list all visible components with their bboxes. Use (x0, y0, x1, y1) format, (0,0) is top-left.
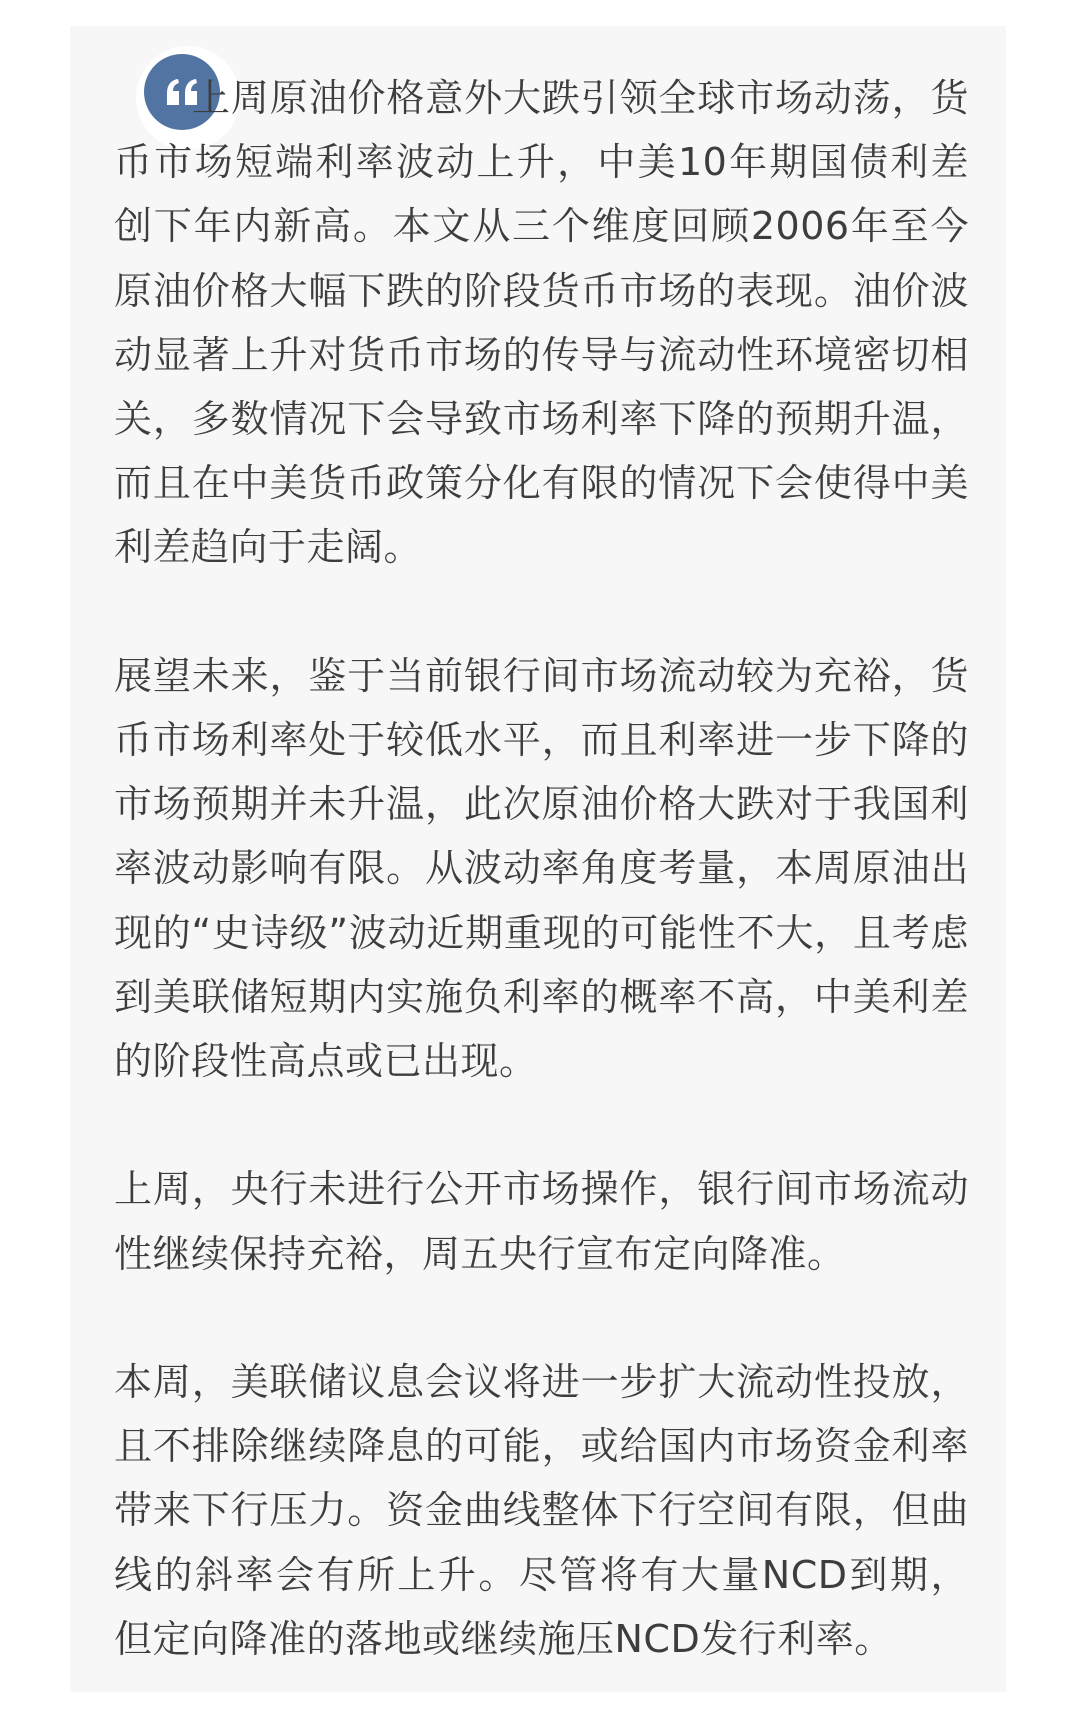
paragraph-last-week: 上周，央行未进行公开市场操作，银行间市场流动性继续保持充裕，周五央行宣布定向降准。 (114, 1167, 969, 1276)
paragraph-outlook: 展望未来，鉴于当前银行间市场流动较为充裕，货币市场利率处于较低水平，而且利率进一步下降的市场预期并未升温，此次原油价格大跌对于我国利率波动影响有限。从波动率角度考量，本周原油出现的“史诗级”波动近期重现的可能性不大，且考虑到美联储短期内实施负利率的概率不高，中美利差的阶段性高点或已出现。 (114, 653, 969, 1084)
paragraph-this-week: 本周，美联储议息会议将进一步扩大流动性投放，且不排除继续降息的可能，或给国内市场资金利率带来下行压力。资金曲线整体下行空间有限，但曲线的斜率会有所上升。尽管将有大量NCD到期，但定向降准的落地或继续施压NCD发行利率。 (114, 1360, 969, 1661)
paragraph-summary: 上周原油价格意外大跌引领全球市场动荡，货币市场短端利率波动上升，中美10年期国债利差创下年内新高。本文从三个维度回顾2006年至今原油价格大幅下跌的阶段货币市场的表现。油价波动显著上升对货币市场的传导与流动性环境密切相关，多数情况下会导致市场利率下降的预期升温，而且在中美货币政策分化有限的情况下会使得中美利差趋向于走阔。 (114, 76, 969, 570)
quote-text (114, 66, 969, 1671)
